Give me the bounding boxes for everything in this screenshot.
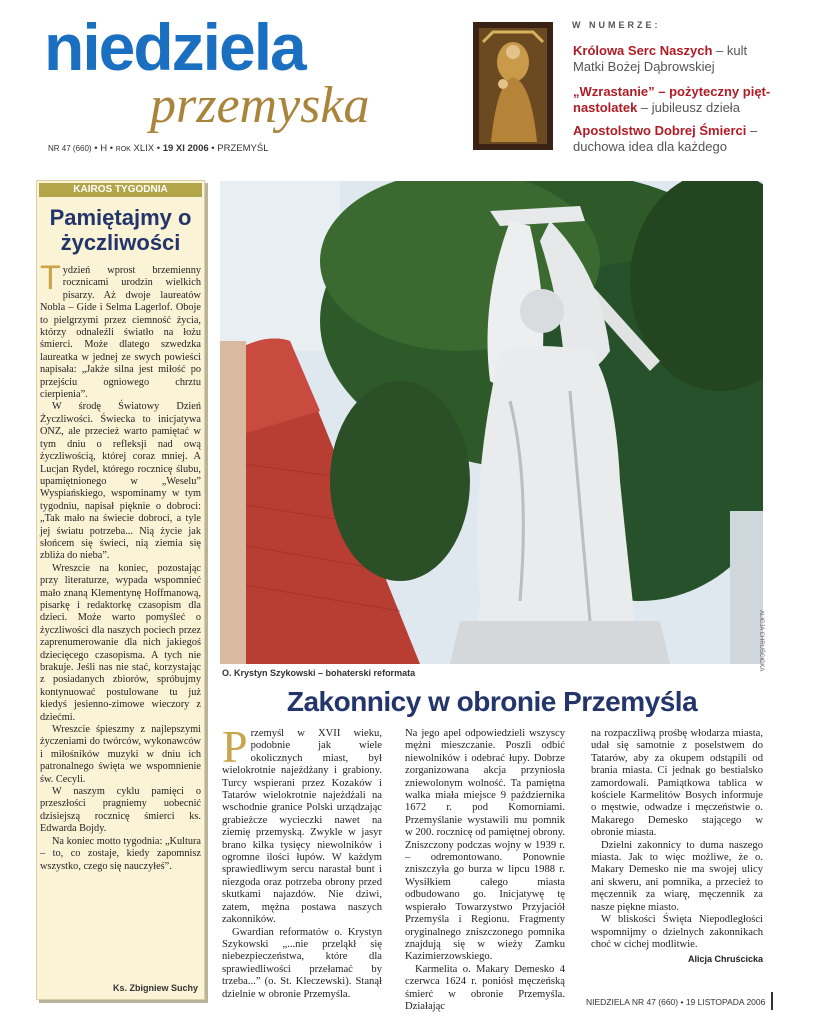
photo-caption: O. Krystyn Szykowski – bohaterski reformata [222,668,416,678]
sidebar-paragraph: Na koniec motto tygodnia: „Kultura – to, co zostaje, kiedy zapomnisz wszystko, czego się nauczyłeś”. [40,835,201,872]
photo-credit: ALICJA CHRUŚCICKA [758,610,764,672]
issue-xlix: XLIX [133,143,155,154]
article-paragraph: Dzielni zakonnicy to duma naszego miasta. Jak to więc możliwe, że o. Makary Demesko nie ma swojej ulicy ani skweru, ani pomnika, a przecież to męczennik za wiarę, męczennik za nasze piękne miasto. [591,839,763,913]
article-paragraph: W bliskości Święta Niepodległości wspomnijmy o dzielnych zakonnikach choć w cichej modlitwie. [591,914,763,950]
article-paragraph: Gwardian reformatów o. Krystyn Szykowski „...nie przeląkł się niebezpieczeństwa, które dla sprawiedliwości przełamać by trzeba...” (o. St. Kleczewski). Stanął dzielnie w obronie Przemyśla. [222,926,382,1000]
in-issue-item-desc: – duchowa idea dla każdego [573,123,758,154]
article-dropcap: P [222,721,248,772]
article-paragraph: na rozpaczliwą prośbę włodarza miasta, udał się samotnie z poselstwem do Tatarów, aby za okupem odstąpili od brania miasta. Ci jednak go bestialsko zamordowali. Pamiątkowa tablica w kościele Karmelitów Bosych informuje o męstwie, odwadze i męczeństwie o. Makarego Demesko stającego w obronie miasta. [591,728,763,839]
in-issue-item[interactable] [573,84,783,116]
in-issue-item-title: „Wzrastanie” – pożyteczny pięt-nastolatek [573,84,771,115]
in-issue-item-desc: – kult Matki Bożej Dąbrowskiej [573,43,748,74]
masthead-title: niedziela [44,10,305,84]
article-headline: Zakonnicy w obronie Przemyśla [286,686,698,717]
article-paragraph: rzemyśl w XVII wieku, podobnie jak wiele okolicznych miast, był wielokrotnie najeżdżany i grabiony. Turcy wspierani przez Kozaków i Tatarów wielokrotnie najeżdżali na wschodnie granice Polski urządzając grabieżcze wycieczki nawet na ziemię przemyską. Zwykle w jasyr brano kilka tysięcy niewolników i ogromne ilości łupów. W każdym sprawiedliwym sercu narastał bunt i niezgoda oraz potrzeba obrony przed skutkami najazdów. Nie dziwi, zatem, mężna postawa naszych zakonników. [222,728,382,926]
kairos-sidebar [36,180,205,1000]
issue-rok: ROK [115,146,131,153]
sidebar-paragraph: Wreszcie na koniec, pozostając przy literaturze, wypada wspomnieć mało znaną Klementynę Hoffmanową, pisarkę i redaktorkę czasopism dla dzieci. Może warto pomyśleć o życzliwości dla naszych pociech przez zaprenumerowanie dla nich jakiegoś dziecięcego czasopisma. A tych nie brakuje. Jeśli nas nie stać, korzystając z posiadanych zbiorów, spróbujmy kontynuować postulowane tu już kiedyś jesienno-zimowe wieczory z dziećmi. [40,562,201,723]
sidebar-header: KAIROS TYGODNIA [39,183,202,197]
article-signature: Alicja Chruścicka [687,954,763,965]
statue-photo [220,181,763,664]
page-footer: NIEDZIELA NR 47 (660) • 19 LISTOPADA 2006 [586,997,766,1007]
masthead-subtitle: przemyska [150,77,370,134]
article-column-3 [591,728,763,966]
sidebar-paragraph: W naszym cyklu pamięci o przeszłości pragniemy uobecnić dzisiejszą rocznicę śmierci ks. Edwarda Bojdy. [40,786,201,835]
article-paragraph: Na jego apel odpowiedzieli wszyscy mężni mieszczanie. Poszli odbić niewolników i odebrać łupy. Dobrze zorganizowana akcja przyniosła zniewolonym wolność. Ta pamiętna walka miała miejsce 9 października 1672 r. pod Komorniami. Przemyślanie wystawili mu pomnik w 200. rocznicę od pamiętnej obrony. Zniszczony podczas wojny w 1939 r. – odremontowano. Ponownie zniszczyła go burza w lipcu 1988 r. Wysiłkiem całego miasta odbudowano go. Inicjatywę tę wspierało Towarzystwo Przyjaciół Przemyśla i Regionu. Fragmenty oryginalnego zniszczonego pomnika znajdują się w wieży Zamku Kazimierzowskiego. [405,728,565,963]
sidebar-body [40,259,201,873]
issue-city: PRZEMYŚL [217,143,269,154]
in-issue-item-title: Królowa Serc Naszych [573,43,713,58]
page-marker [771,992,773,1010]
sidebar-paragraph: Wreszcie śpieszmy z najlepszymi życzeniami do twórców, wykonawców i miłośników muzyki w dniu ich patronalnego święta we wspomnienie św. Cecyli. [40,724,201,785]
article-paragraph: Karmelita o. Makary Demesko 4 czerwca 1624 r. poniósł męczeńską śmierć w obronie Przemyśla. Działając [405,963,565,1012]
madonna-thumbnail[interactable] [473,22,553,150]
issue-number: NR 47 (660) [48,144,92,153]
in-issue-heading: W NUMERZE: [572,20,661,30]
issue-date: 19 XI 2006 [162,143,209,154]
article-column-1 [222,721,382,1001]
in-issue-item[interactable] [573,123,783,155]
article-column-2 [405,728,565,1013]
sidebar-signature: Ks. Zbigniew Suchy [112,983,198,993]
madonna-icon [473,22,553,150]
statue-image [220,181,763,664]
in-issue-item-title: Apostolstwo Dobrej Śmierci [573,123,747,138]
sidebar-title: Pamiętajmy o życzliwości [49,205,192,255]
sidebar-dropcap: T [40,259,61,297]
in-issue-item[interactable] [573,43,778,75]
sidebar-paragraph: W środę Światowy Dzień Życzliwości. Świecka to inicjatywa ONZ, ale przecież warto pamiętać w tym dniu o refleksji nad ową życzliwością, której coraz mniej. A Lucjan Rydel, którego rocznicę ślubu, upamiętnionego w „Weselu” Wyspiańskiego, wspominamy w tym tygodniu, napisał pięknie o dobroci: „Tak mało na świecie dobroci, a tyle jej światu potrzeba... Nią życie jak słońcem się świeci, nią ziemia się zbliża do nieba”. [40,401,201,562]
in-issue-item-desc: – jubileusz dzieła [637,100,740,115]
issue-line: NR 47 (660) • H • ROK XLIX • 19 XI 2006 • PRZEMYŚL [48,143,269,154]
issue-h: H [100,143,108,154]
sidebar-paragraph: ydzień wprost brzemienny rocznicami urodzin wielkich pisarzy. Aż dwoje laureatów Nobla – Gide i Selma Lagerlof. Oboje to pielgrzymi przez ciemność życia, którzy odnaleźli światło na łożu śmierci. Może dlatego szwedzka laureatka w jednej ze swych powieści napisała: „Jakże silna jest miłość po przejściu ogniowego chrztu cierpienia”. [40,265,201,401]
